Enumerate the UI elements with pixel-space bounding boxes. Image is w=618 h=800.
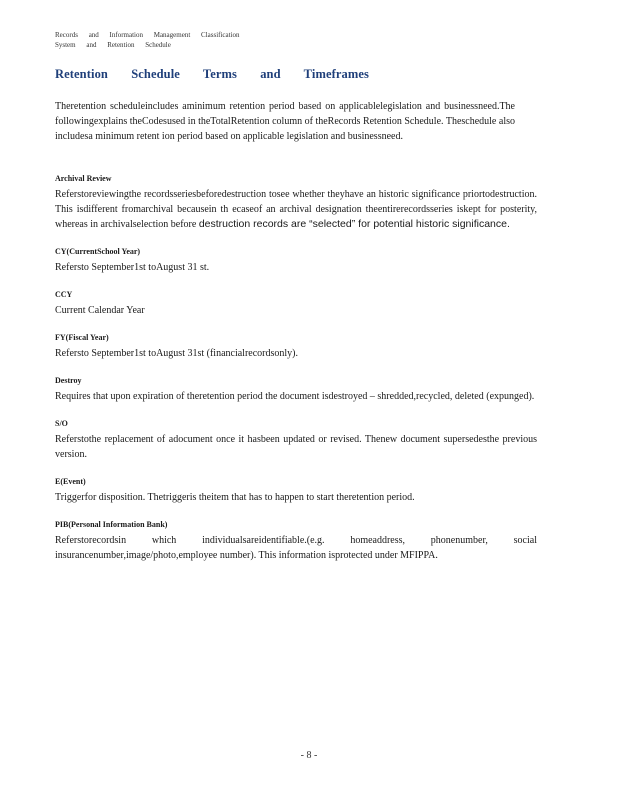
intro-paragraph: Theretention scheduleincludes aminimum retention period based on applicablelegislation and businessneed.The followingexplains theCodesused in theTotalRetention column of theRecords Retention Schedule. Theschedule also includesa minimum retent ion period based on applicable legislation and businessneed. [55,101,515,142]
term-label: PIB(Personal Information Bank) [55,520,168,529]
term-definition: Refersto September1st toAugust 31 st. [55,262,210,273]
term-label: CY(CurrentSchool Year) [55,247,141,256]
term-definition: Triggerfor disposition. Thetriggeris theitem that has to happen to start theretention period. [55,492,415,503]
term-label: Archival Review [55,174,112,183]
term-label: S/O [55,419,68,428]
term-label: E(Event) [55,477,86,486]
term-definition-text: Referstoreviewingthe recordsseriesbeforedestruction tosee whether theyhave an historic significance priortodestruction. This isdifferent fromarchival becausein th ecaseof an archival designation theentirerecordsseries iskept for posterity, whereas in archivalselection before [55,189,537,230]
terms-list [55,173,537,577]
term-so [55,418,537,462]
running-header [55,30,240,50]
term-definition: Refersto September1st toAugust 31st (financialrecordsonly). [55,348,298,359]
term-definition-tail: destruction records are “selected” for potential historic significance. [198,218,510,230]
term-label: CCY [55,290,73,299]
term-definition: Referstorecordsin which individualsareidentifiable.(e.g. homeaddress, phonenumber, social insurancenumber,image/photo,employee number). This information isprotected under MFIPPA. [55,535,537,561]
term-event [55,476,537,505]
header-line-2: System and Retention Schedule [55,41,171,49]
term-definition: Referstothe replacement of adocument once it hasbeen updated or revised. Thenew document supersedesthe previous version. [55,434,537,460]
header-line-1: Records and Information Management Classification [55,31,240,39]
term-archival-review [55,173,537,232]
term-cy [55,246,537,275]
term-definition [55,187,537,232]
term-fy [55,332,537,361]
term-definition: Requires that upon expiration of theretention period the document isdestroyed – shredded,recycled, deleted (expunged). [55,391,535,402]
page-number: - 8 - [300,750,318,761]
term-pib [55,519,537,563]
term-definition: Current Calendar Year [55,305,145,316]
section-title: Retention Schedule Terms and Timeframes [55,67,369,81]
term-label: Destroy [55,376,82,385]
term-ccy [55,289,537,318]
term-label: FY(Fiscal Year) [55,333,109,342]
term-destroy [55,375,537,404]
